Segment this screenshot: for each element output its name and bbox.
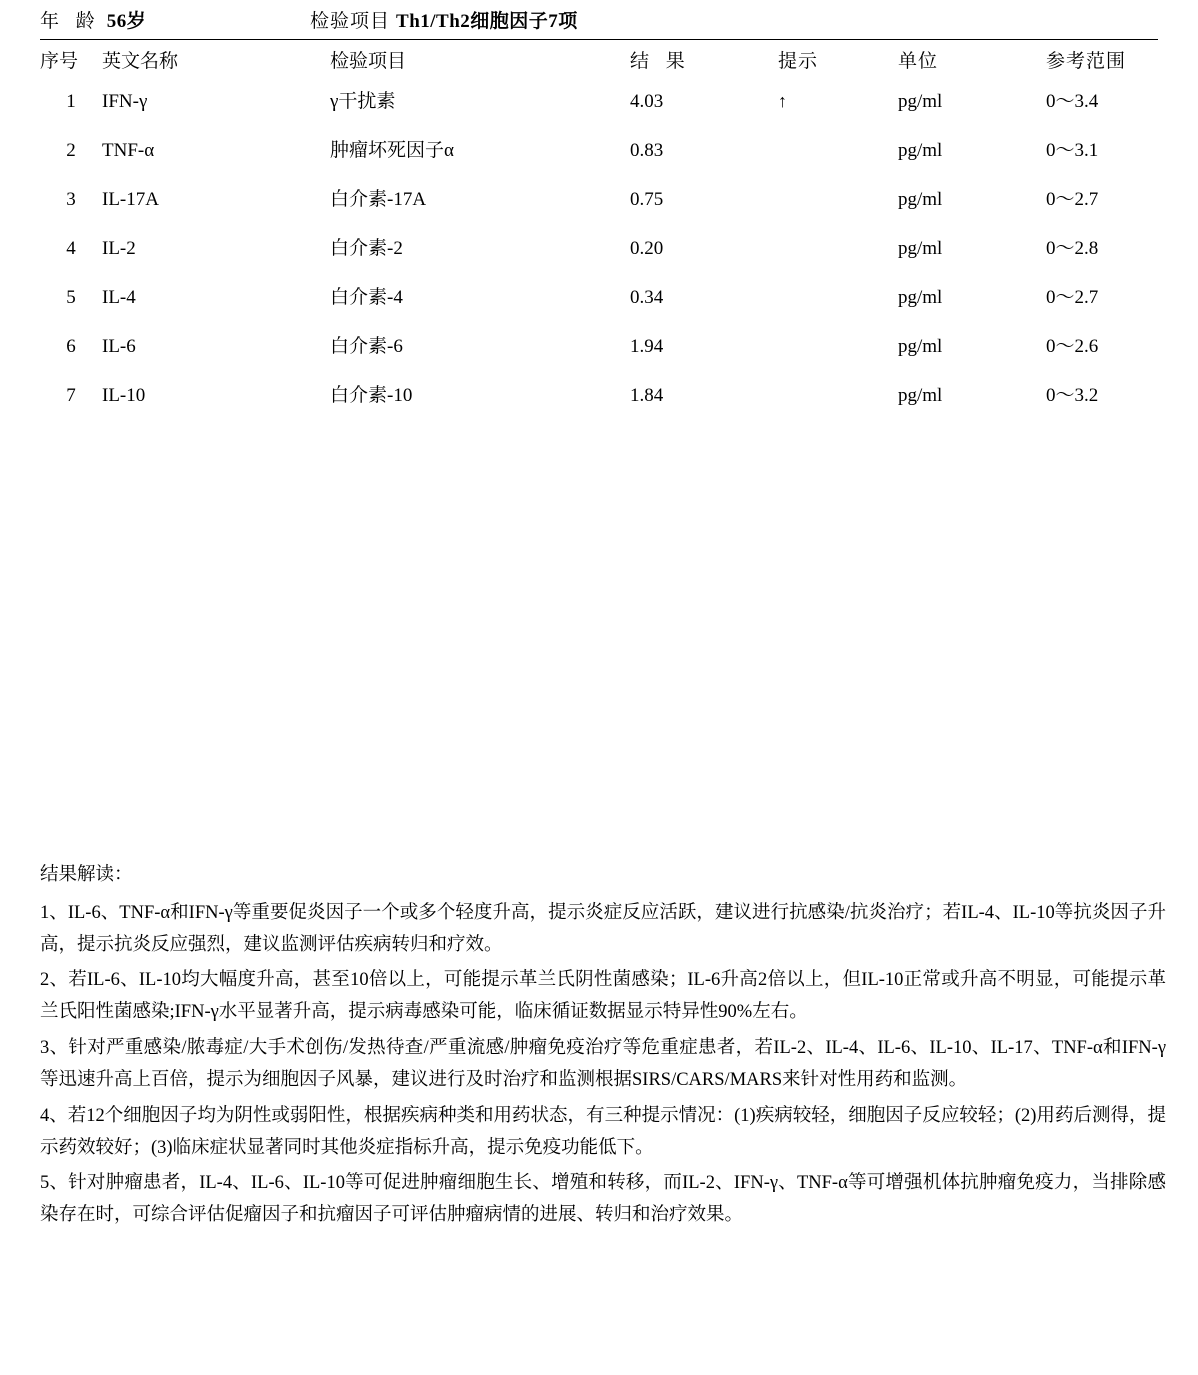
cell-unit: pg/ml [898, 91, 943, 112]
cell-item: 肿瘤坏死因子α [330, 140, 454, 161]
cell-unit: pg/ml [898, 140, 943, 161]
cell-flag [778, 124, 898, 173]
cell-no: 1 [66, 91, 76, 112]
cell-result: 0.34 [630, 287, 664, 308]
table-row [40, 173, 1158, 222]
cell-item: 白介素-6 [330, 336, 403, 357]
column-header-unit: 单位 [898, 51, 939, 72]
cell-range: 0～3.4 [1046, 91, 1099, 112]
cell-english: IL-4 [102, 287, 136, 308]
cell-flag [778, 369, 898, 418]
cell-item: 白介素-10 [330, 385, 413, 406]
cell-unit: pg/ml [898, 385, 943, 406]
cell-unit: pg/ml [898, 287, 943, 308]
column-header-range: 参考范围 [1046, 51, 1127, 72]
cell-english: IL-6 [102, 336, 136, 357]
cell-no: 7 [66, 385, 76, 406]
interpretation-paragraph: 2、若IL-6、IL-10均大幅度升高，甚至10倍以上，可能提示革兰氏阴性菌感染；IL-6升高2倍以上，但IL-10正常或升高不明显，可能提示革兰氏阳性菌感染;IFN-γ水平显著升高，提示病毒感染可能，临床循证数据显示特异性90%左右。 [40, 970, 1166, 1023]
column-header-english: 英文名称 [102, 51, 179, 72]
cell-no: 3 [66, 189, 76, 210]
test-value: Th1/Th2细胞因子7项 [396, 11, 578, 32]
age-value: 56岁 [106, 11, 147, 32]
table-row [40, 75, 1158, 124]
cell-no: 6 [66, 336, 76, 357]
interpretation-section [40, 860, 1166, 1236]
cell-english: IL-10 [102, 385, 146, 406]
cell-result: 0.20 [630, 238, 664, 259]
cell-item: γ干扰素 [330, 91, 396, 112]
column-header-no: 序号 [40, 51, 79, 72]
cell-english: IL-2 [102, 238, 136, 259]
column-header-flag: 提示 [778, 51, 819, 72]
cell-range: 0～3.2 [1046, 385, 1099, 406]
cell-range: 0～2.7 [1046, 287, 1099, 308]
cell-english: TNF-α [102, 140, 155, 161]
cell-result: 0.83 [630, 140, 664, 161]
interpretation-paragraph: 5、针对肿瘤患者，IL-4、IL-6、IL-10等可促进肿瘤细胞生长、增殖和转移，而IL-2、IFN-γ、TNF-α等可增强机体抗肿瘤免疫力，当排除感染存在时，可综合评估促瘤因子和抗瘤因子可评估肿瘤病情的进展、转归和治疗效果。 [40, 1173, 1166, 1226]
cell-result: 4.03 [630, 91, 664, 112]
interpretation-title: 结果解读： [40, 865, 133, 885]
cell-range: 0～3.1 [1046, 140, 1099, 161]
table-header-row [40, 40, 1158, 75]
cell-english: IL-17A [102, 189, 159, 210]
cell-flag [778, 173, 898, 222]
cell-result: 1.94 [630, 336, 664, 357]
cell-flag: ↑ [778, 91, 787, 111]
interpretation-paragraph: 3、针对严重感染/脓毒症/大手术创伤/发热待查/严重流感/肿瘤免疫治疗等危重症患者，若IL-2、IL-4、IL-6、IL-10、IL-17、TNF-α和IFN-γ等迅速升高上百倍，提示为细胞因子风暴，建议进行及时治疗和监测根据SIRS/CARS/MARS来针对性用药和监测。 [40, 1038, 1166, 1090]
table-row [40, 271, 1158, 320]
cell-result: 0.75 [630, 189, 664, 210]
cell-no: 5 [66, 287, 76, 308]
cell-item: 白介素-17A [330, 189, 427, 210]
table-row [40, 222, 1158, 271]
table-row [40, 124, 1158, 173]
interpretation-paragraph: 1、IL-6、TNF-α和IFN-γ等重要促炎因子一个或多个轻度升高，提示炎症反应活跃，建议进行抗感染/抗炎治疗；若IL-4、IL-10等抗炎因子升高，提示抗炎反应强烈，建议监测评估疾病转归和疗效。 [40, 902, 1166, 955]
test-name-field [310, 6, 578, 33]
interpretation-paragraph: 4、若12个细胞因子均为阴性或弱阳性，根据疾病种类和用药状态，有三种提示情况：(1)疾病较轻，细胞因子反应较轻；(2)用药后测得，提示药效较好；(3)临床症状显著同时其他炎症指标升高，提示免疫功能低下。 [40, 1105, 1166, 1158]
age-label: 年 龄 [40, 11, 101, 32]
test-label: 检验项目 [310, 11, 391, 32]
cell-no: 2 [66, 140, 76, 161]
cell-flag [778, 271, 898, 320]
cell-unit: pg/ml [898, 189, 943, 210]
cell-flag [778, 222, 898, 271]
column-header-result: 结 果 [630, 51, 691, 72]
column-header-item: 检验项目 [330, 51, 407, 72]
cell-english: IFN-γ [102, 91, 148, 112]
cell-range: 0～2.6 [1046, 336, 1099, 357]
patient-age-field [40, 6, 310, 33]
report-header [40, 0, 1158, 33]
cell-item: 白介素-2 [330, 238, 403, 259]
results-table [40, 40, 1158, 418]
table-row [40, 369, 1158, 418]
cell-range: 0～2.8 [1046, 238, 1099, 259]
cell-range: 0～2.7 [1046, 189, 1099, 210]
cell-result: 1.84 [630, 385, 664, 406]
cell-no: 4 [66, 238, 76, 259]
cell-flag [778, 320, 898, 369]
cell-item: 白介素-4 [330, 287, 403, 308]
table-row [40, 320, 1158, 369]
cell-unit: pg/ml [898, 336, 943, 357]
cell-unit: pg/ml [898, 238, 943, 259]
